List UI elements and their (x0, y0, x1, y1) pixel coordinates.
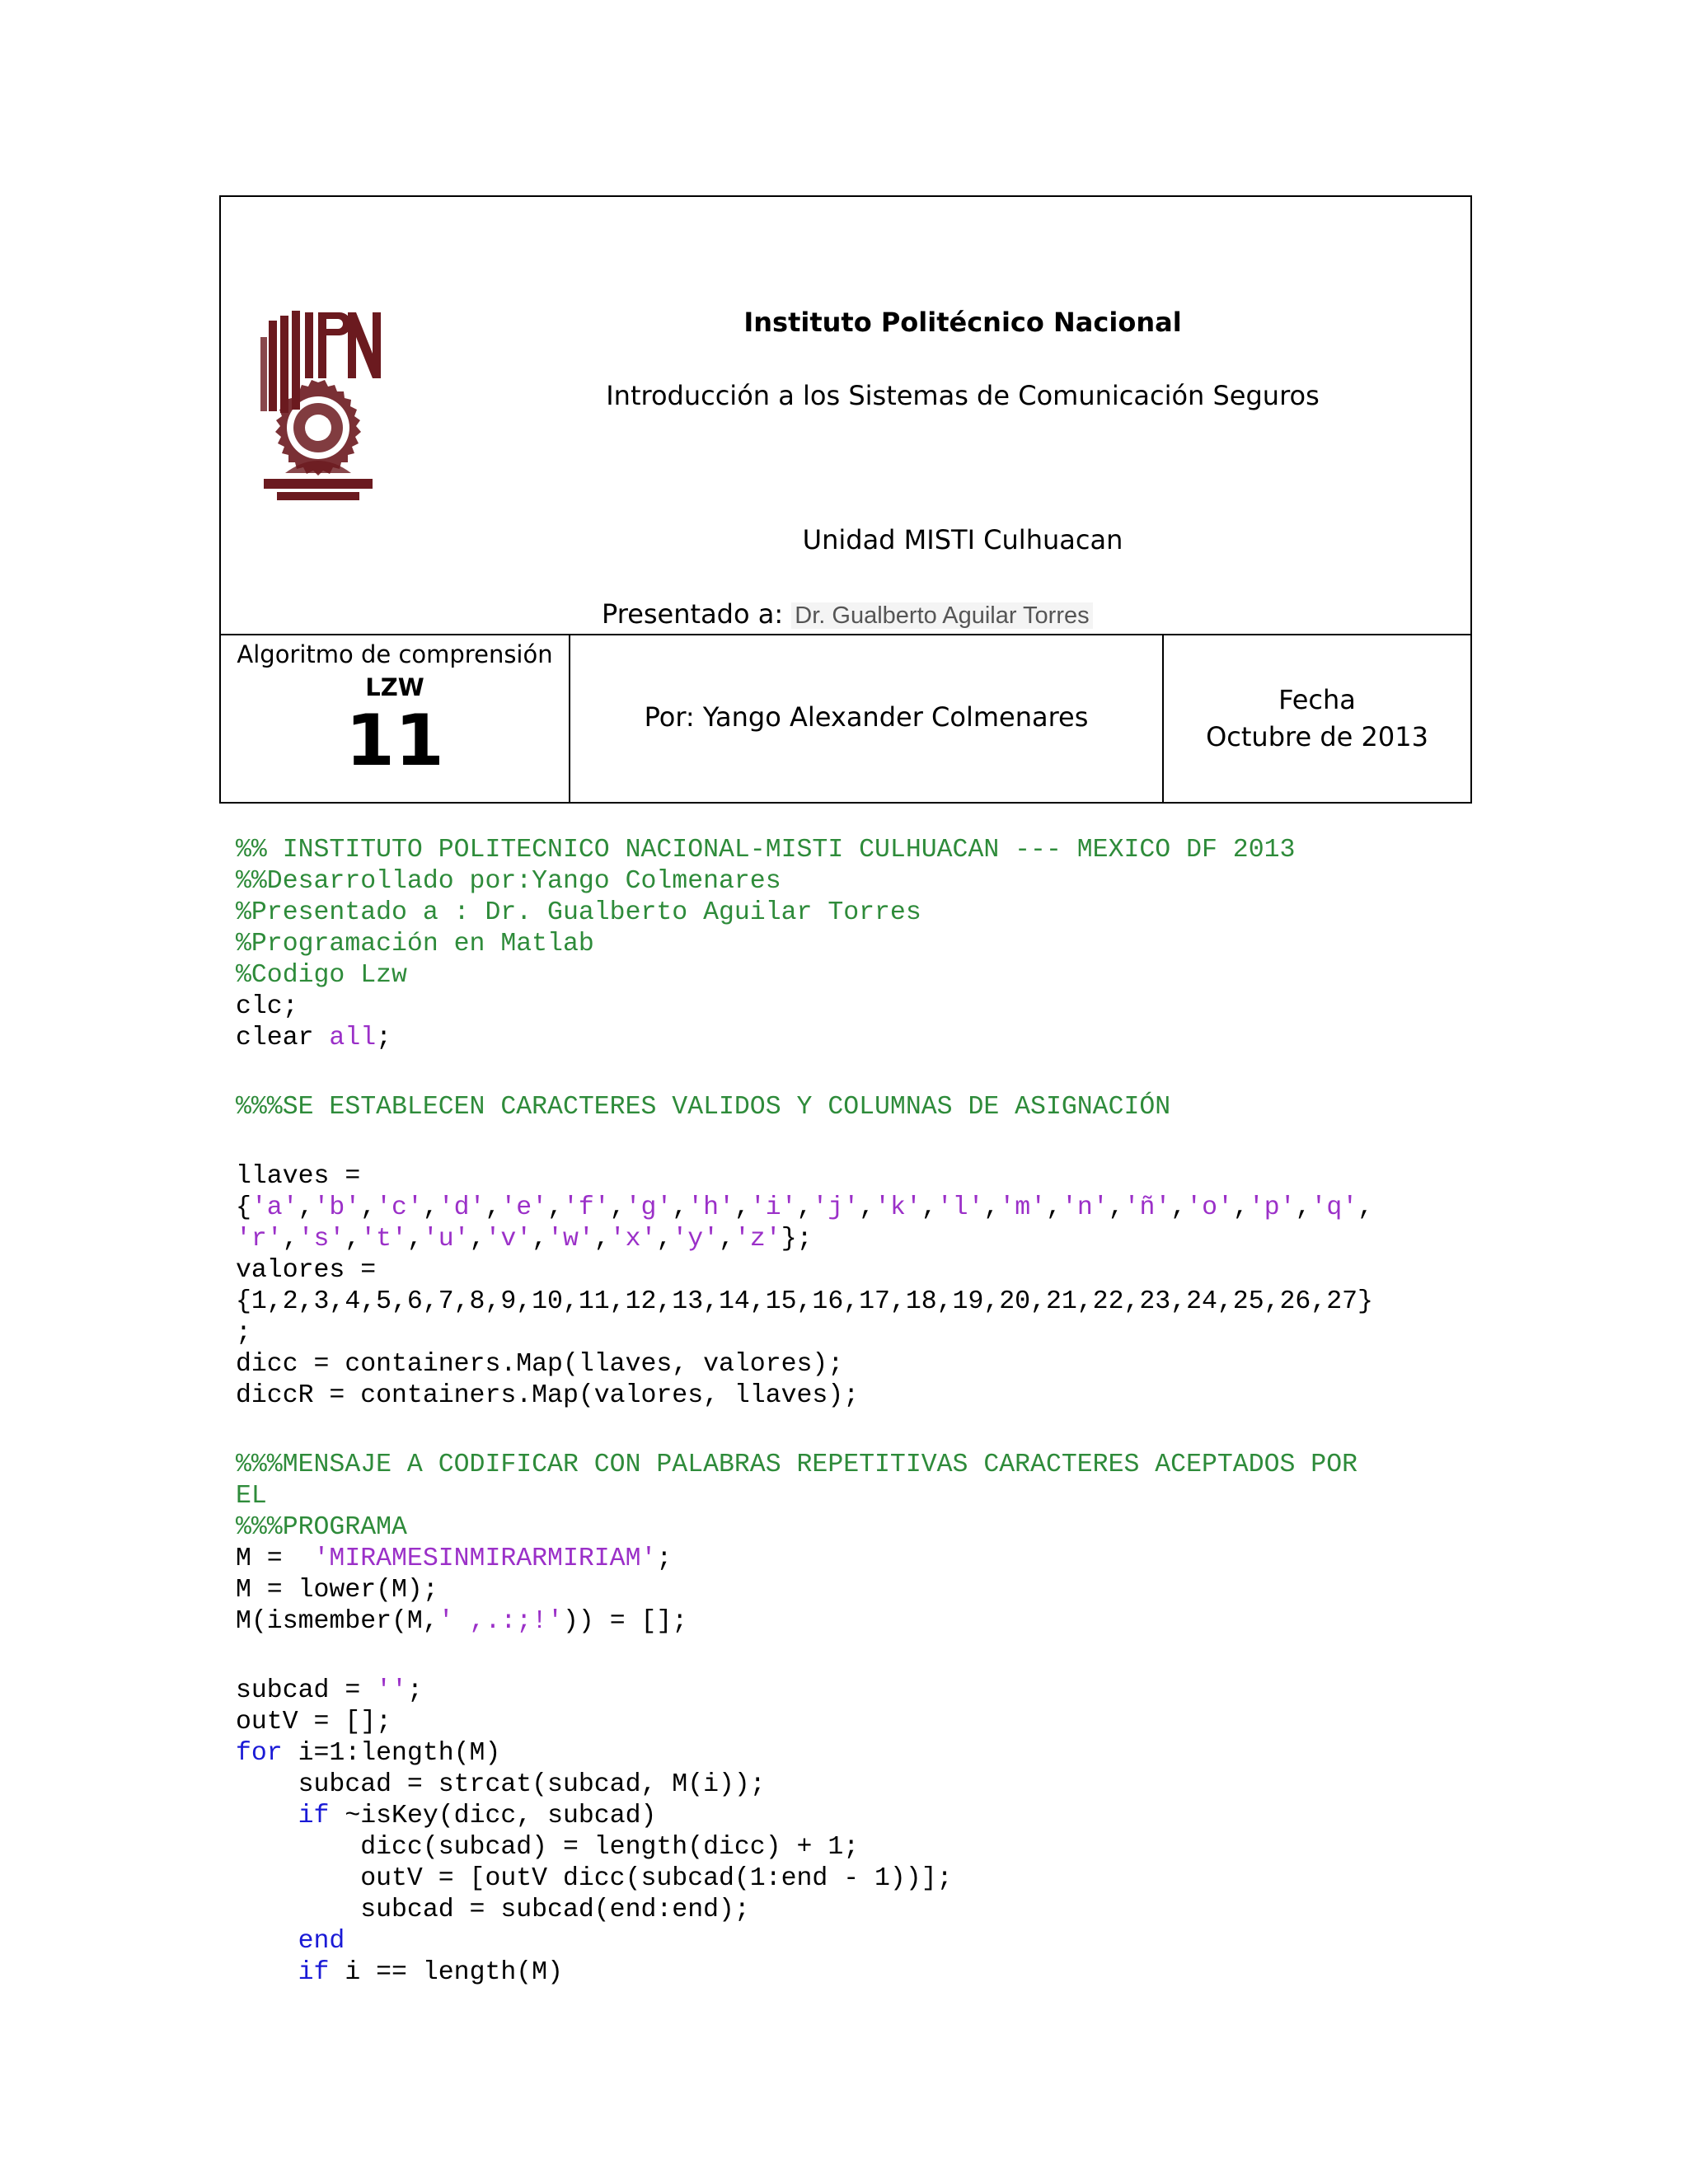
code-token: 'x' (609, 1225, 657, 1254)
code-line (236, 1224, 1373, 1255)
code-token: 'b' (313, 1193, 361, 1222)
code-token: %% INSTITUTO POLITECNICO NACIONAL-MISTI CULHUACAN --- MEXICO DF 2013 (236, 836, 1296, 865)
code-token: dicc = containers.Map(llaves, valores); (236, 1350, 844, 1379)
date-cell (1164, 635, 1470, 802)
presented-to (602, 598, 1093, 630)
code-token: , (734, 1193, 750, 1222)
code-token: 'q' (1311, 1193, 1358, 1222)
code-token: valores = (236, 1256, 377, 1285)
code-line (236, 1638, 1373, 1675)
code-line (236, 835, 1373, 866)
code-line (236, 1738, 1373, 1769)
code-token: , (282, 1225, 298, 1254)
code-token: if (298, 1802, 330, 1830)
code-token: 'p' (1248, 1193, 1296, 1222)
code-line (236, 1255, 1373, 1286)
code-token: outV = [outV dicc(subcad(1:end - 1))]; (236, 1864, 953, 1893)
code-line (236, 1769, 1373, 1801)
code-token: clear (236, 1024, 330, 1052)
code-line (236, 1863, 1373, 1895)
code-token: for (236, 1739, 283, 1768)
code-token: , (298, 1193, 314, 1222)
code-token: diccR = containers.Map(valores, llaves); (236, 1381, 860, 1410)
code-line (236, 1481, 1373, 1512)
presented-name: Dr. Gualberto Aguilar Torres (791, 602, 1092, 629)
code-line (236, 1895, 1373, 1926)
code-line (236, 1575, 1373, 1606)
code-token: %%%SE ESTABLECEN CARACTERES VALIDOS Y COLUMNAS DE ASIGNACIÓN (236, 1093, 1171, 1122)
code-token: , (656, 1225, 673, 1254)
code-token: i=1:length(M) (282, 1739, 501, 1768)
code-token: EL (236, 1482, 267, 1511)
code-token (236, 1802, 298, 1830)
code-token: 'f' (563, 1193, 610, 1222)
code-token: %%%PROGRAMA (236, 1513, 407, 1542)
code-token (236, 1927, 298, 1956)
code-token: , (921, 1193, 937, 1222)
code-token: %%Desarrollado por:Yango Colmenares (236, 867, 781, 896)
code-token: , (532, 1225, 548, 1254)
algorithm-title: Algoritmo de comprensión (237, 640, 553, 668)
code-token: outV = []; (236, 1708, 392, 1736)
code-line (236, 866, 1373, 898)
code-token: if (298, 1958, 330, 1987)
code-line (236, 1707, 1373, 1738)
code-token: ; (236, 1319, 251, 1347)
code-token: , (1233, 1193, 1249, 1222)
code-line (236, 898, 1373, 929)
code-token: 'k' (874, 1193, 921, 1222)
ipn-logo-icon (252, 304, 384, 523)
code-token: ~isKey(dicc, subcad) (329, 1802, 657, 1830)
code-token: , (1295, 1193, 1311, 1222)
code-token: 's' (298, 1225, 345, 1254)
code-token: , (406, 1225, 423, 1254)
code-token: 'z' (734, 1225, 781, 1254)
code-token: , (1170, 1193, 1187, 1222)
code-token: %Programación en Matlab (236, 930, 594, 958)
code-line (236, 1161, 1373, 1193)
code-token: , (859, 1193, 875, 1222)
algorithm-cell (221, 635, 570, 802)
code-line (236, 1123, 1373, 1161)
code-token: 'ñ' (1123, 1193, 1171, 1222)
code-token: 'u' (422, 1225, 470, 1254)
code-token: subcad = strcat(subcad, M(i)); (236, 1770, 766, 1799)
code-token: , (422, 1193, 438, 1222)
unit-name: Unidad MISTI Culhuacan (802, 524, 1123, 555)
code-token (236, 1958, 298, 1987)
code-token: 'a' (251, 1193, 298, 1222)
code-token: ; (656, 1544, 673, 1573)
code-token: 't' (360, 1225, 407, 1254)
code-line (236, 1380, 1373, 1412)
code-token: , (469, 1225, 485, 1254)
code-token: 'g' (625, 1193, 673, 1222)
code-token: 'c' (376, 1193, 423, 1222)
code-token: ; (376, 1024, 392, 1052)
code-token: 'o' (1186, 1193, 1233, 1222)
code-token: end (298, 1927, 345, 1956)
code-line (236, 1544, 1373, 1575)
code-line (236, 1926, 1373, 1957)
code-token: 'r' (236, 1225, 283, 1254)
code-token: 'i' (749, 1193, 797, 1222)
cover-table (219, 195, 1472, 804)
code-token: clc; (236, 992, 298, 1021)
code-token: , (360, 1193, 377, 1222)
code-token: M = (236, 1544, 314, 1573)
code-line (236, 1957, 1373, 1989)
code-line (236, 960, 1373, 991)
code-line (236, 1193, 1373, 1224)
code-token: %Presentado a : Dr. Gualberto Aguilar Torres (236, 898, 921, 927)
code-token: 'MIRAMESINMIRARMIRIAM' (313, 1544, 657, 1573)
code-token: 'h' (687, 1193, 734, 1222)
code-line (236, 1286, 1373, 1318)
author-cell (570, 635, 1164, 802)
code-line (236, 929, 1373, 960)
code-token: , (672, 1193, 688, 1222)
date-label: Fecha (1278, 684, 1356, 715)
code-token: all (329, 1024, 377, 1052)
code-token: subcad = (236, 1676, 377, 1705)
presented-label: Presentado a: (602, 598, 784, 630)
code-line (236, 1832, 1373, 1863)
code-token: 'w' (547, 1225, 594, 1254)
code-token: subcad = subcad(end:end); (236, 1896, 750, 1924)
code-token: llaves = (236, 1162, 361, 1191)
matlab-code-listing (236, 835, 1373, 1989)
code-token: , (593, 1225, 610, 1254)
code-line (236, 1412, 1373, 1450)
code-token: ; (406, 1676, 423, 1705)
code-line (236, 1092, 1373, 1123)
code-token: M = lower(M); (236, 1576, 438, 1605)
code-token: i == length(M) (329, 1958, 563, 1987)
code-token: , (485, 1193, 501, 1222)
code-line (236, 1349, 1373, 1380)
code-token: {1,2,3,4,5,6,7,8,9,10,11,12,13,14,15,16,17,18,19,20,21,22,23,24,25,26,27} (236, 1287, 1373, 1316)
code-token: , (796, 1193, 813, 1222)
code-token: )) = []; (562, 1607, 688, 1636)
course-title: Introducción a los Sistemas de Comunicación Seguros (606, 380, 1320, 411)
code-token: , (1046, 1193, 1062, 1222)
code-line (236, 1023, 1373, 1054)
code-token: , (1108, 1193, 1124, 1222)
code-token: %%%MENSAJE A CODIFICAR CON PALABRAS REPETITIVAS CARACTERES ACEPTADOS POR (236, 1451, 1358, 1479)
code-token: 'l' (936, 1193, 984, 1222)
code-token: , (609, 1193, 626, 1222)
code-token: '' (376, 1676, 407, 1705)
algorithm-subtitle: LZW (365, 673, 424, 701)
code-token: 'm' (999, 1193, 1047, 1222)
code-line (236, 1512, 1373, 1544)
code-token: ' ,.:;!' (438, 1607, 563, 1636)
code-token: , (345, 1225, 361, 1254)
code-token: , (1357, 1193, 1374, 1222)
code-token: 'd' (438, 1193, 485, 1222)
code-token: dicc(subcad) = length(dicc) + 1; (236, 1833, 860, 1862)
code-token: 'j' (812, 1193, 860, 1222)
code-token: 'e' (500, 1193, 548, 1222)
code-line (236, 1606, 1373, 1638)
code-line (236, 1450, 1373, 1481)
code-token: 'v' (485, 1225, 532, 1254)
code-token: 'y' (672, 1225, 720, 1254)
practice-number: 11 (345, 700, 444, 782)
date-value: Octubre de 2013 (1206, 721, 1428, 752)
code-line (236, 1054, 1373, 1092)
code-token: 'n' (1062, 1193, 1109, 1222)
cover-header-cell (221, 197, 1470, 635)
code-token: }; (781, 1225, 813, 1254)
code-token: %Codigo Lzw (236, 961, 407, 990)
code-token: , (719, 1225, 734, 1254)
code-line (236, 991, 1373, 1023)
code-token: { (236, 1193, 251, 1222)
code-token: M(ismember(M, (236, 1607, 438, 1636)
code-token: , (547, 1193, 564, 1222)
code-line (236, 1318, 1373, 1349)
code-token: , (983, 1193, 1000, 1222)
code-line (236, 1801, 1373, 1832)
institution-title: Instituto Politécnico Nacional (743, 307, 1182, 338)
code-line (236, 1675, 1373, 1707)
author-name: Por: Yango Alexander Colmenares (644, 701, 1089, 733)
